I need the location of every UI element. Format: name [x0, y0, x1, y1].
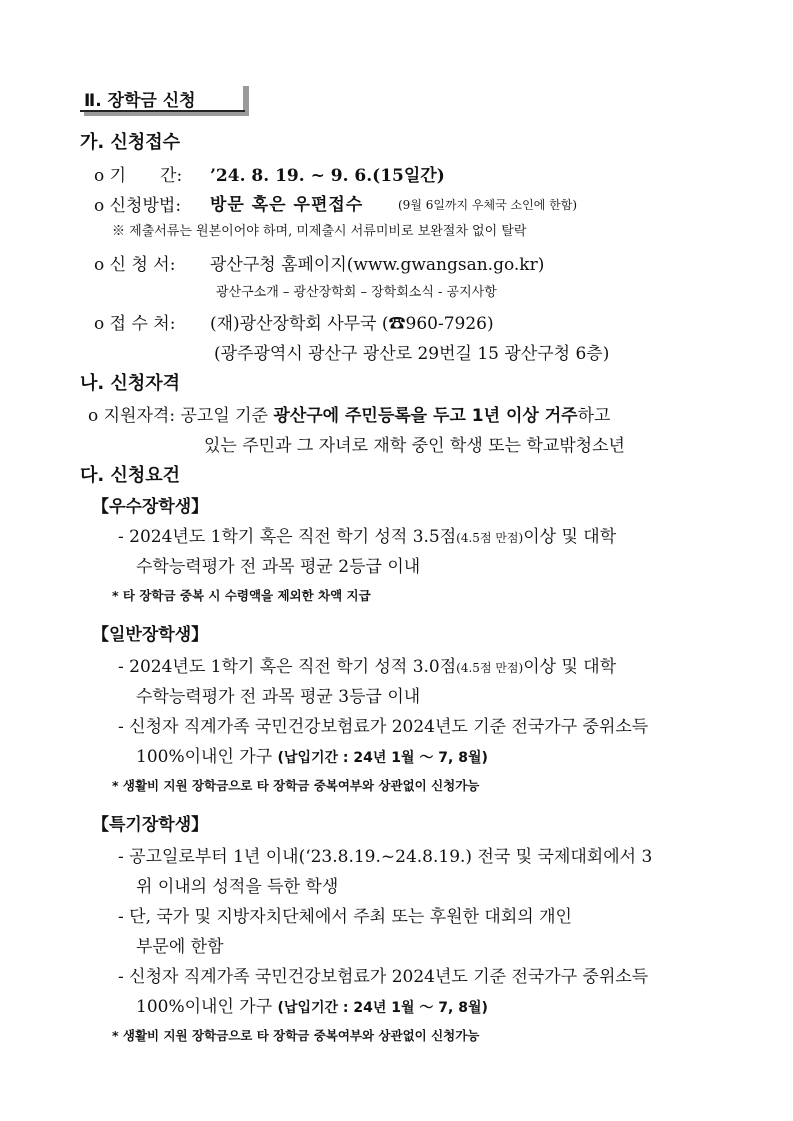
excellent-item1-small: (4.5점 만점) — [456, 531, 524, 545]
form-label: o 신 청 서: — [94, 255, 176, 275]
qual-pre: 공고일 기준 — [180, 406, 268, 426]
general-item1-pre: - 2024년도 1학기 혹은 직전 학기 성적 3.0점 — [118, 657, 457, 677]
office-label: o 접 수 처: — [94, 314, 176, 334]
general-note: * 생활비 지원 장학금으로 타 장학금 중복여부와 상관없이 신청가능 — [112, 778, 480, 793]
method-note: (9월 6일까지 우체국 소인에 한함) — [398, 198, 577, 212]
general-item2: - 신청자 직계가족 국민건강보험료가 2024년도 기준 전국가구 중위소득 — [118, 717, 649, 737]
general-item2-period: (납입기간 : 24년 1월 ～ 7, 8월) — [277, 750, 488, 766]
general-item1-line2: 수학능력평가 전 과목 평균 3등급 이내 — [136, 687, 421, 707]
special-item3-period: (납입기간 : 24년 1월 ～ 7, 8월) — [277, 1000, 488, 1016]
special-item3-line2-text: 100%이내인 가구 — [136, 997, 273, 1017]
method-value: 방문 혹은 우편접수 — [210, 195, 364, 215]
form-value: 광산구청 홈페이지(www.gwangsan.go.kr) — [210, 255, 545, 275]
general-item1-small: (4.5점 만점) — [456, 661, 524, 675]
form-path: 광산구소개 – 광산장학회 – 장학회소식 - 공지사항 — [216, 285, 497, 300]
special-note: * 생활비 지원 장학금으로 타 장학금 중복여부와 상관없이 신청가능 — [112, 1028, 480, 1043]
excellent-item1-line2: 수학능력평가 전 과목 평균 2등급 이내 — [136, 557, 421, 577]
excellent-item1-pre: - 2024년도 1학기 혹은 직전 학기 성적 3.5점 — [118, 527, 457, 547]
section-title: Ⅱ. 장학금 신청 — [84, 91, 196, 111]
submit-note: ※ 제출서류는 원본이어야 하며, 미제출시 서류미비로 보완절차 없이 탈락 — [112, 224, 527, 239]
qual-bold: 광산구에 주민등록을 두고 1년 이상 거주 — [273, 406, 578, 426]
general-item2-line2 — [136, 742, 488, 767]
general-title: 【일반장학생】 — [92, 625, 209, 645]
special-item2-line2: 부문에 한함 — [136, 937, 224, 957]
period-value: ’24. 8. 19. ~ 9. 6.(15일간) — [210, 166, 445, 186]
qual-line1 — [88, 401, 720, 426]
excellent-item1 — [118, 522, 616, 547]
excellent-item1-post: 이상 및 대학 — [523, 527, 617, 547]
qual-label: o 지원자격: — [88, 406, 176, 426]
period-label: o 기 간: — [94, 166, 183, 186]
qual-post: 하고 — [577, 406, 611, 426]
general-item1-post: 이상 및 대학 — [523, 657, 617, 677]
special-item1: - 공고일로부터 1년 이내(‘23.8.19.~24.8.19.) 전국 및 국제대회에서 3 — [118, 847, 653, 867]
heading-na: 나. 신청자격 — [80, 373, 181, 394]
excellent-note: * 타 장학금 중복 시 수령액을 제외한 차액 지급 — [112, 588, 371, 603]
office-value: (재)광산장학회 사무국 (☎960-7926) — [210, 314, 494, 334]
special-item2: - 단, 국가 및 지방자치단체에서 주최 또는 후원한 대회의 개인 — [118, 907, 572, 927]
special-title: 【특기장학생】 — [92, 815, 209, 835]
method-label: o 신청방법: — [94, 196, 182, 216]
general-item1 — [118, 652, 616, 677]
office-address: (광주광역시 광산구 광산로 29번길 15 광산구청 6층) — [214, 344, 610, 364]
heading-da: 다. 신청요건 — [80, 465, 181, 486]
special-item3: - 신청자 직계가족 국민건강보험료가 2024년도 기준 전국가구 중위소득 — [118, 967, 649, 987]
special-item3-line2 — [136, 992, 488, 1017]
general-item2-line2-text: 100%이내인 가구 — [136, 747, 273, 767]
section-title-shadow-bottom — [84, 112, 249, 116]
heading-ga: 가. 신청접수 — [80, 132, 181, 153]
special-item1-line2: 위 이내의 성적을 득한 학생 — [136, 877, 339, 897]
excellent-title: 【우수장학생】 — [92, 497, 209, 517]
qual-line2: 있는 주민과 그 자녀로 재학 중인 학생 또는 학교밖청소년 — [204, 436, 625, 456]
